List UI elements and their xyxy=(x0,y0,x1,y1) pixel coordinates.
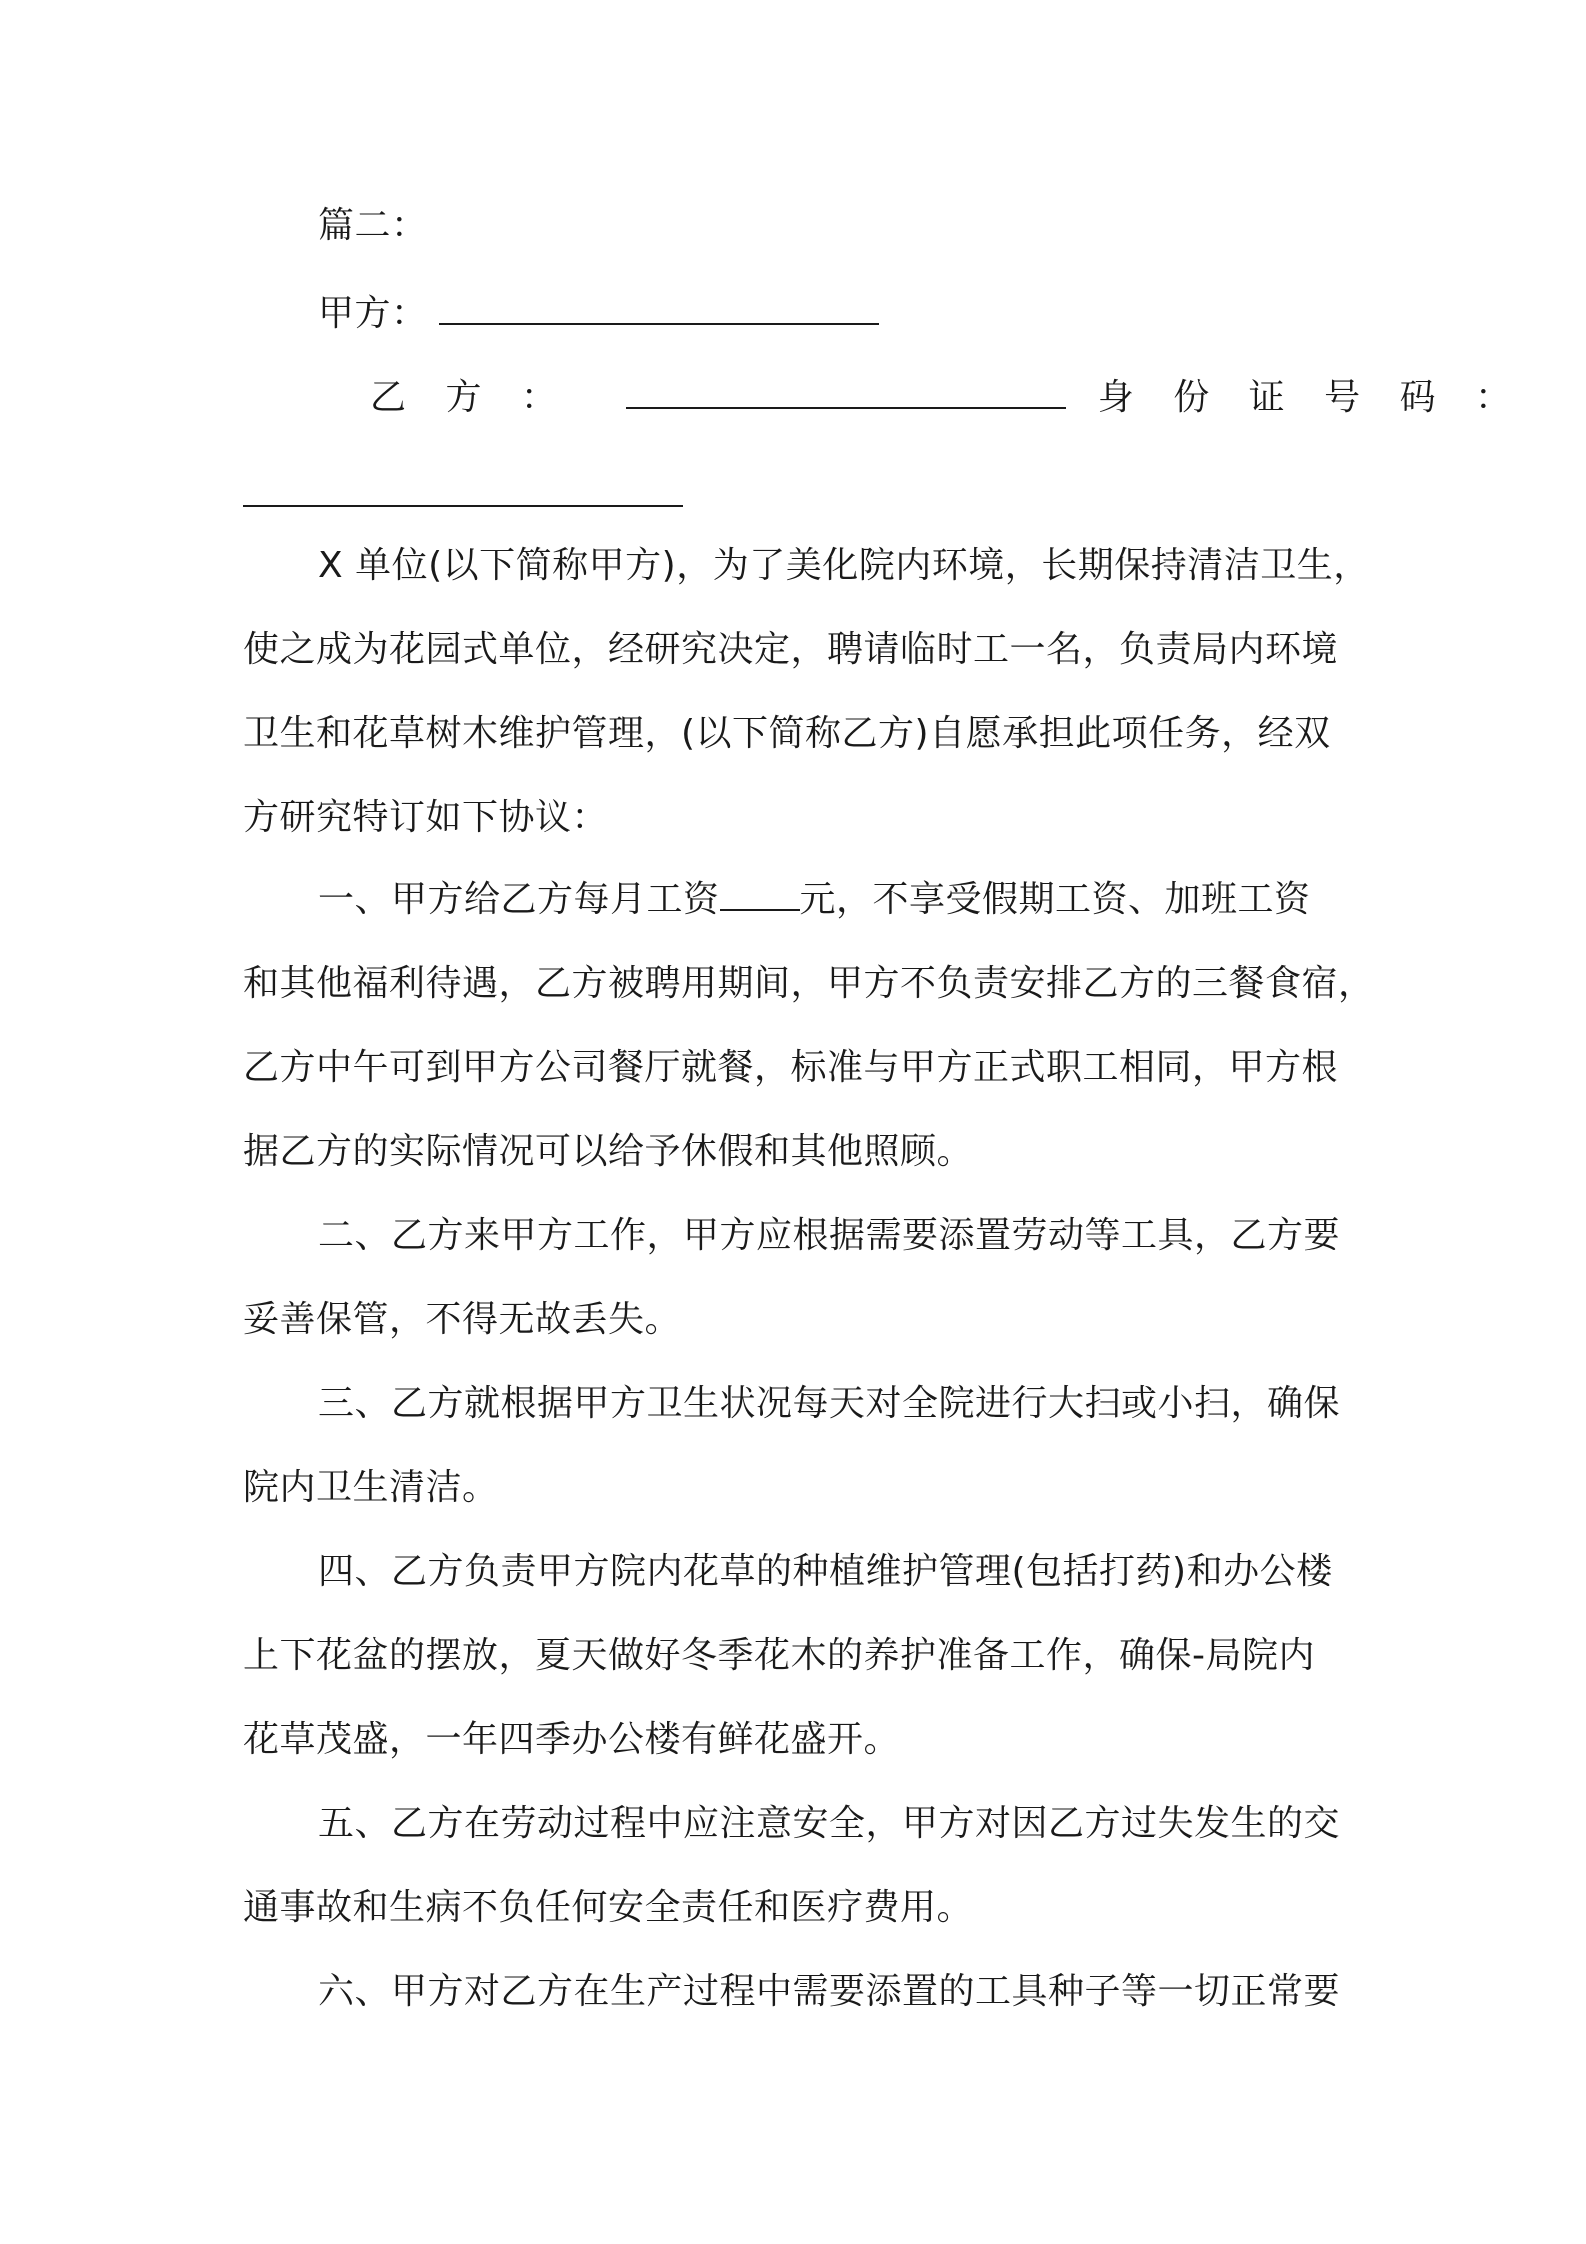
paragraph-line: 使之成为花园式单位，经研究决定，聘请临时工一名，负责局内环境 xyxy=(243,629,1339,670)
party-b-line xyxy=(370,374,1526,422)
paragraph-line: 三、乙方就根据甲方卫生状况每天对全院进行大扫或小扫，确保 xyxy=(318,1383,1341,1424)
paragraph-line: 通事故和生病不负任何安全责任和医疗费用。 xyxy=(243,1887,974,1928)
clause-one-first-line xyxy=(318,876,1355,924)
paragraph-line: X 单位(以下简称甲方)，为了美化院内环境，长期保持清洁卫生， xyxy=(318,545,1370,586)
paragraph-line: 据乙方的实际情况可以给予休假和其他照顾。 xyxy=(243,1131,974,1172)
party-b-id-label: 身 份 证 号 码 ： xyxy=(1097,377,1526,418)
party-b-id-line xyxy=(243,472,1355,520)
paragraph-line: 和其他福利待遇，乙方被聘用期间，甲方不负责安排乙方的三餐食宿， xyxy=(243,963,1375,1004)
paragraph-line: 四、乙方负责甲方院内花草的种植维护管理(包括打药)和办公楼 xyxy=(318,1551,1333,1592)
paragraph-line: 院内卫生清洁。 xyxy=(243,1467,499,1508)
party-a-line xyxy=(318,290,1355,338)
paragraph-line: 上下花盆的摆放，夏天做好冬季花木的养护准备工作，确保-局院内 xyxy=(243,1635,1315,1676)
section-heading-text: 篇二： xyxy=(318,205,428,246)
paragraph-line: 卫生和花草树木维护管理，(以下简称乙方)自愿承担此项任务，经双 xyxy=(243,713,1331,754)
party-a-name-blank[interactable] xyxy=(439,293,879,325)
salary-amount-blank[interactable] xyxy=(720,879,800,911)
party-b-name-blank[interactable] xyxy=(626,377,1066,409)
paragraph-line: 乙方中午可到甲方公司餐厅就餐，标准与甲方正式职工相同，甲方根 xyxy=(243,1047,1339,1088)
party-b-label: 乙 方 ： xyxy=(370,377,571,418)
section-heading xyxy=(318,202,1355,250)
party-a-label: 甲方： xyxy=(318,293,428,334)
clause-one-prefix: 一、甲方给乙方每月工资 xyxy=(318,879,720,920)
paragraph-line: 方研究特订如下协议： xyxy=(243,797,609,838)
paragraph-line: 妥善保管，不得无故丢失。 xyxy=(243,1299,682,1340)
paragraph-line: 花草茂盛，一年四季办公楼有鲜花盛开。 xyxy=(243,1719,901,1760)
paragraph-line: 五、乙方在劳动过程中应注意安全，甲方对因乙方过失发生的交 xyxy=(318,1803,1341,1844)
paragraph-line: 二、乙方来甲方工作，甲方应根据需要添置劳动等工具，乙方要 xyxy=(318,1215,1341,1256)
clause-one-suffix: 元，不享受假期工资、加班工资 xyxy=(799,879,1311,920)
party-b-id-blank[interactable] xyxy=(243,475,683,507)
paragraph-line: 六、甲方对乙方在生产过程中需要添置的工具种子等一切正常要 xyxy=(318,1971,1341,2012)
